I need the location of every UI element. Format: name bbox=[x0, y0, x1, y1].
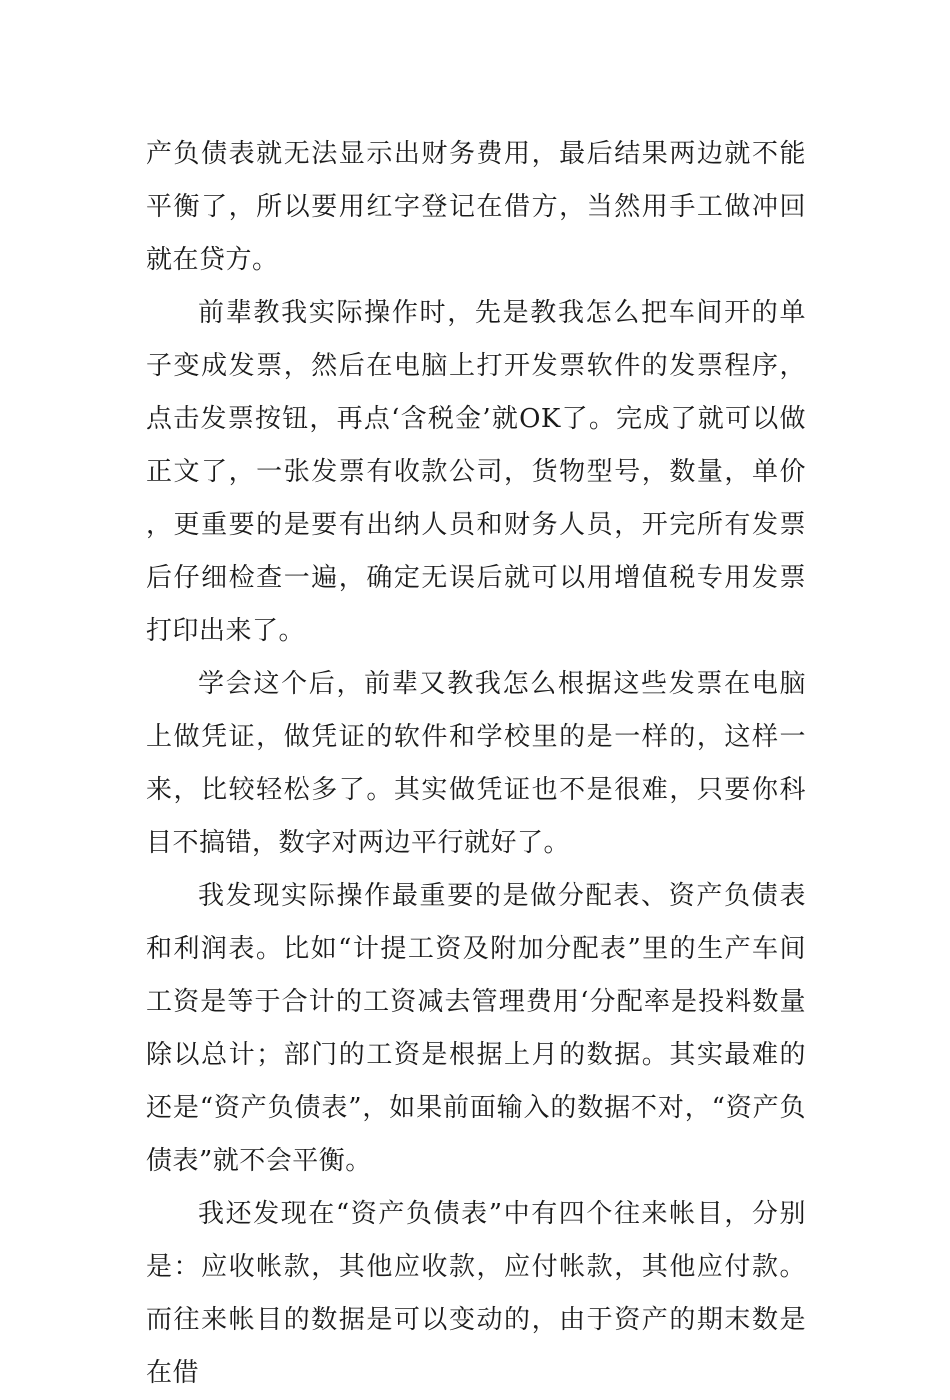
paragraph-1: 产负债表就无法显示出财务费用，最后结果两边就不能平衡了，所以要用红字登记在借方，当然用手工做冲回就在贷方。 bbox=[146, 139, 806, 275]
paragraph-4: 我发现实际操作最重要的是做分配表、资产负债表和利润表。比如“计提工资及附加分配表”里的生产车间工资是等于合计的工资减去管理费用‘分配率是投料数量除以总计；部门的工资是根据上月的数据。其实最难的还是“资产负债表”，如果前面输入的数据不对，“资产负债表”就不会平衡。 bbox=[146, 881, 806, 1176]
paragraph-3: 学会这个后，前辈又教我怎么根据这些发票在电脑上做凭证，做凭证的软件和学校里的是一样的，这样一来，比较轻松多了。其实做凭证也不是很难，只要你科目不搞错，数字对两边平行就好了。 bbox=[146, 669, 806, 858]
paragraph-2: 前辈教我实际操作时，先是教我怎么把车间开的单子变成发票，然后在电脑上打开发票软件的发票程序，点击发票按钮，再点‘含税金’就OK了。完成了就可以做正文了，一张发票有收款公司，货物型号，数量，单价，更重要的是要有出纳人员和财务人员，开完所有发票后仔细检查一遍，确定无误后就可以用增值税专用发票打印出来了。 bbox=[146, 298, 806, 646]
document-body bbox=[146, 128, 806, 1400]
paragraph-5: 我还发现在“资产负债表”中有四个往来帐目，分别是：应收帐款，其他应收款，应付帐款，其他应付款。而往来帐目的数据是可以变动的，由于资产的期末数是在借 bbox=[146, 1199, 806, 1388]
